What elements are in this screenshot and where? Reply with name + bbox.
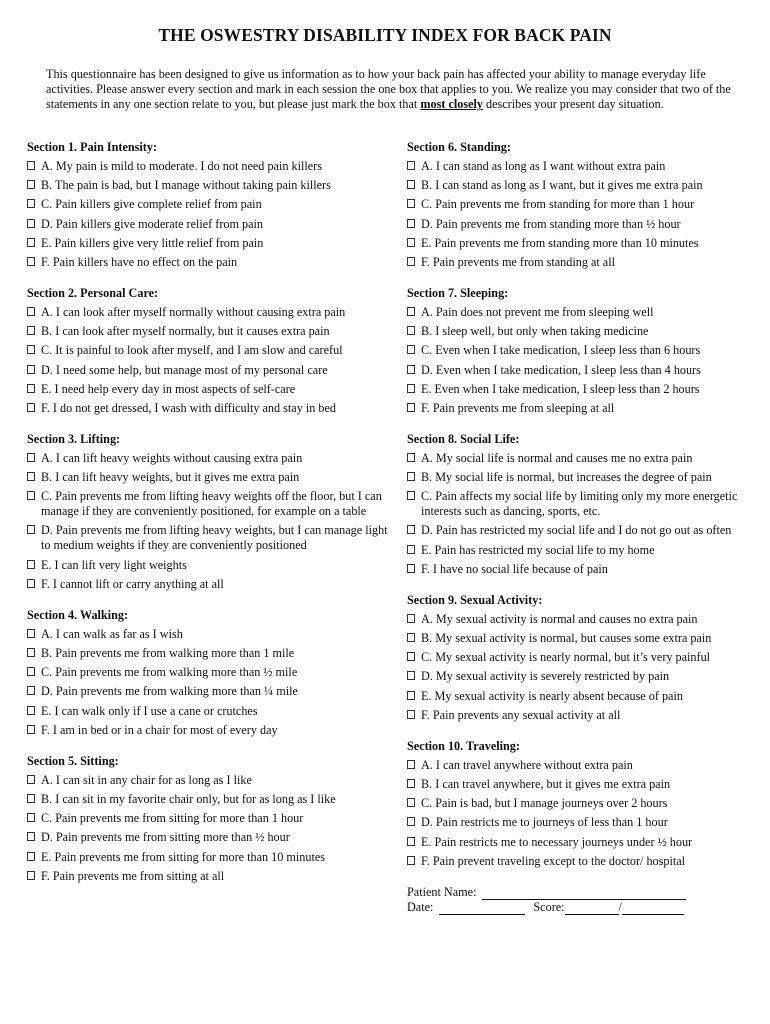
checkbox[interactable] xyxy=(27,629,35,638)
option-label: F. I have no social life because of pain xyxy=(421,561,608,576)
option-row[interactable] xyxy=(407,178,742,193)
date-field[interactable] xyxy=(439,903,525,915)
checkbox[interactable] xyxy=(407,564,415,573)
option-row[interactable] xyxy=(27,704,397,719)
checkbox[interactable] xyxy=(27,472,35,481)
option-row[interactable] xyxy=(27,627,397,642)
section-title: Section 3. Lifting: xyxy=(27,431,121,446)
option-label: E. I need help every day in most aspects of self-care xyxy=(41,381,296,396)
right-sections xyxy=(407,140,742,869)
option-label: E. Pain has restricted my social life to my home xyxy=(421,542,655,557)
option-label: C. My sexual activity is nearly normal, but it’s very painful xyxy=(421,650,711,665)
option-label: D. Pain restricts me to journeys of less than 1 hour xyxy=(421,815,668,830)
option-label: F. Pain prevents me from sitting at all xyxy=(41,868,225,883)
option-label: D. Pain has restricted my social life and I do not go out as often xyxy=(421,523,732,538)
checkbox[interactable] xyxy=(27,686,35,695)
option-label: F. I am in bed or in a chair for most of every day xyxy=(41,722,278,737)
section-title: Section 9. Sexual Activity: xyxy=(407,592,543,607)
option-row[interactable] xyxy=(27,178,397,193)
option-row[interactable] xyxy=(27,850,397,865)
option-label: E. Pain prevents me from standing more than 10 minutes xyxy=(421,235,699,250)
option-row[interactable] xyxy=(27,811,397,826)
option-label: E. I can lift very light weights xyxy=(41,557,187,572)
checkbox[interactable] xyxy=(27,365,35,374)
checkbox[interactable] xyxy=(407,238,415,247)
option-row[interactable] xyxy=(407,451,742,466)
checkbox[interactable] xyxy=(27,794,35,803)
checkbox[interactable] xyxy=(27,403,35,412)
checkbox[interactable] xyxy=(407,161,415,170)
left-column xyxy=(27,140,397,900)
checkbox[interactable] xyxy=(27,161,35,170)
date-label: Date: xyxy=(407,899,434,914)
option-label: E. I can walk only if I use a cane or crutches xyxy=(41,703,258,718)
option-label: B. I sleep well, but only when taking medicine xyxy=(421,324,649,339)
option-label: A. My social life is normal and causes me no extra pain xyxy=(421,450,693,465)
option-row[interactable] xyxy=(407,159,742,174)
checkbox[interactable] xyxy=(27,453,35,462)
option-row[interactable] xyxy=(407,523,742,538)
option-label: A. I can look after myself normally without causing extra pain xyxy=(41,304,346,319)
checkbox[interactable] xyxy=(27,560,35,569)
checkbox[interactable] xyxy=(27,238,35,247)
intro-emphasis: most closely xyxy=(420,97,483,112)
option-label: B. My sexual activity is normal, but causes some extra pain xyxy=(421,631,712,645)
checkbox[interactable] xyxy=(407,837,415,846)
option-label: C. Even when I take medication, I sleep less than 6 hours xyxy=(421,343,701,358)
option-row[interactable] xyxy=(27,363,397,378)
section-title: Section 1. Pain Intensity: xyxy=(27,140,158,154)
checkbox[interactable] xyxy=(407,545,415,554)
option-label: F. Pain killers have no effect on the pain xyxy=(41,254,238,269)
option-label: B. My social life is normal, but increases the degree of pain xyxy=(421,470,712,485)
option-label: A. My pain is mild to moderate. I do not need pain killers xyxy=(41,159,322,173)
option-label: B. The pain is bad, but I manage without taking pain killers xyxy=(41,178,331,193)
checkbox[interactable] xyxy=(407,817,415,826)
option-row[interactable] xyxy=(407,562,742,577)
option-row[interactable] xyxy=(407,236,742,251)
patient-name-label: Patient Name: xyxy=(407,884,477,899)
option-row[interactable] xyxy=(407,708,742,723)
patient-name-row xyxy=(407,885,742,900)
option-row[interactable] xyxy=(27,401,397,416)
option-row[interactable] xyxy=(27,684,397,699)
section xyxy=(407,432,742,577)
section-title: Section 4. Walking: xyxy=(27,607,129,622)
checkbox[interactable] xyxy=(27,345,35,354)
option-row[interactable] xyxy=(27,451,397,466)
option-row[interactable] xyxy=(27,558,397,573)
option-label: A. I can travel anywhere without extra pain xyxy=(421,757,633,772)
checkbox[interactable] xyxy=(407,257,415,266)
option-label: E. Even when I take medication, I sleep less than 2 hours xyxy=(421,381,700,396)
right-column xyxy=(407,140,742,915)
option-label: B. Pain prevents me from walking more than 1 mile xyxy=(41,646,295,660)
option-row[interactable] xyxy=(407,363,742,378)
option-row[interactable] xyxy=(407,612,742,627)
option-label: C. Pain killers give complete relief from pain xyxy=(41,197,262,212)
date-score-row xyxy=(407,900,742,915)
option-row[interactable] xyxy=(407,650,742,665)
checkbox[interactable] xyxy=(407,219,415,228)
checkbox[interactable] xyxy=(27,648,35,657)
option-label: D. Even when I take medication, I sleep less than 4 hours xyxy=(421,362,701,377)
checkbox[interactable] xyxy=(407,798,415,807)
option-label: F. Pain prevents me from sleeping at all xyxy=(421,400,615,415)
checkbox[interactable] xyxy=(407,491,415,500)
checkbox[interactable] xyxy=(407,525,415,534)
option-row[interactable] xyxy=(27,217,397,232)
option-label: B. I can look after myself normally, but it causes extra pain xyxy=(41,324,330,339)
option-label: E. Pain restricts me to necessary journeys under ½ hour xyxy=(421,834,693,849)
option-row[interactable] xyxy=(27,523,397,553)
option-label: A. I can stand as long as I want without extra pain xyxy=(421,159,666,173)
checkbox[interactable] xyxy=(27,257,35,266)
option-row[interactable] xyxy=(407,669,742,684)
checkbox[interactable] xyxy=(27,871,35,880)
section xyxy=(27,140,397,270)
option-row[interactable] xyxy=(27,723,397,738)
intro-paragraph xyxy=(46,67,736,113)
option-row[interactable] xyxy=(27,305,397,320)
option-row[interactable] xyxy=(407,401,742,416)
section xyxy=(27,432,397,592)
option-row[interactable] xyxy=(407,343,742,358)
checkbox[interactable] xyxy=(407,671,415,680)
section xyxy=(407,286,742,416)
checkbox[interactable] xyxy=(27,525,35,534)
intro-text: This questionnaire has been designed to give us information as to how your back pain has affected your ability to manage everyday life activities. Please answer every section and mark in each session the one box that applies to you. We realize you may consider that two of the statements in any one section relate to you, but please just mark the box that xyxy=(46,67,731,112)
option-label: E. Pain prevents me from sitting for more than 10 minutes xyxy=(41,849,325,864)
option-label: D. Pain prevents me from sitting more than ½ hour xyxy=(41,830,290,845)
checkbox[interactable] xyxy=(407,760,415,769)
score-label: Score: xyxy=(533,899,565,914)
checkbox[interactable] xyxy=(27,579,35,588)
page-title: THE OSWESTRY DISABILITY INDEX FOR BACK PAIN xyxy=(158,25,612,45)
checkbox[interactable] xyxy=(27,775,35,784)
option-label: C. Pain prevents me from walking more than ½ mile xyxy=(41,665,298,680)
checkbox[interactable] xyxy=(407,180,415,189)
section-title: Section 7. Sleeping: xyxy=(407,285,509,300)
option-row[interactable] xyxy=(27,830,397,845)
checkbox[interactable] xyxy=(407,403,415,412)
option-row[interactable] xyxy=(27,773,397,788)
option-row[interactable] xyxy=(27,236,397,251)
option-label: C. Pain prevents me from lifting heavy weights off the floor, but I can manage if they are conveniently positioned, for example on a table xyxy=(41,489,382,519)
option-label: A. I can walk as far as I wish xyxy=(41,626,183,641)
option-label: F. I cannot lift or carry anything at all xyxy=(41,576,224,591)
section xyxy=(407,739,742,869)
option-row[interactable] xyxy=(407,777,742,792)
option-label: C. Pain is bad, but I manage journeys over 2 hours xyxy=(421,796,668,811)
checkbox[interactable] xyxy=(407,453,415,462)
checkbox[interactable] xyxy=(27,667,35,676)
option-row[interactable] xyxy=(407,470,742,485)
option-label: E. Pain killers give very little relief from pain xyxy=(41,235,264,250)
option-row[interactable] xyxy=(27,470,397,485)
checkbox[interactable] xyxy=(27,813,35,822)
checkbox[interactable] xyxy=(407,365,415,374)
checkbox[interactable] xyxy=(407,779,415,788)
option-label: A. I can sit in any chair for as long as I like xyxy=(41,772,252,787)
score-field[interactable] xyxy=(565,903,619,915)
option-label: B. I can travel anywhere, but it gives me extra pain xyxy=(421,776,671,791)
checkbox[interactable] xyxy=(27,219,35,228)
option-label: D. Pain prevents me from walking more than ¼ mile xyxy=(41,684,298,699)
option-row[interactable] xyxy=(27,489,397,519)
checkbox[interactable] xyxy=(407,614,415,623)
checkbox[interactable] xyxy=(27,180,35,189)
score-separator: / xyxy=(618,899,622,914)
score-max-field[interactable] xyxy=(622,903,684,915)
option-row[interactable] xyxy=(27,343,397,358)
option-label: B. I can sit in my favorite chair only, but for as long as I like xyxy=(41,791,336,806)
checkbox[interactable] xyxy=(407,691,415,700)
option-label: A. I can lift heavy weights without causing extra pain xyxy=(41,450,303,465)
option-label: D. My sexual activity is severely restricted by pain xyxy=(421,669,670,684)
section xyxy=(27,754,397,884)
option-row[interactable] xyxy=(407,217,742,232)
option-row[interactable] xyxy=(407,835,742,850)
checkbox[interactable] xyxy=(27,307,35,316)
option-row[interactable] xyxy=(27,577,397,592)
option-row[interactable] xyxy=(407,382,742,397)
option-label: C. Pain prevents me from standing for more than 1 hour xyxy=(421,197,695,212)
checkbox[interactable] xyxy=(407,199,415,208)
checkbox[interactable] xyxy=(27,706,35,715)
option-label: C. Pain prevents me from sitting for more than 1 hour xyxy=(41,811,304,826)
checkbox[interactable] xyxy=(407,307,415,316)
option-row[interactable] xyxy=(27,792,397,807)
option-row[interactable] xyxy=(27,382,397,397)
option-row[interactable] xyxy=(27,869,397,884)
checkbox[interactable] xyxy=(27,326,35,335)
option-row[interactable] xyxy=(407,758,742,773)
option-row[interactable] xyxy=(407,255,742,270)
checkbox[interactable] xyxy=(407,633,415,642)
section xyxy=(27,608,397,738)
checkbox[interactable] xyxy=(27,852,35,861)
option-row[interactable] xyxy=(407,324,742,339)
checkbox[interactable] xyxy=(27,832,35,841)
checkbox[interactable] xyxy=(27,491,35,500)
option-row[interactable] xyxy=(27,255,397,270)
option-label: E. My sexual activity is nearly absent because of pain xyxy=(421,688,683,703)
option-label: D. Pain killers give moderate relief from pain xyxy=(41,216,264,231)
option-label: A. Pain does not prevent me from sleeping well xyxy=(421,304,654,319)
checkbox[interactable] xyxy=(407,326,415,335)
checkbox[interactable] xyxy=(407,472,415,481)
patient-info xyxy=(407,885,742,915)
option-label: F. Pain prevents any sexual activity at all xyxy=(421,707,621,722)
option-label: C. Pain affects my social life by limiting only my more energetic interests such as dancing, sports, etc. xyxy=(421,489,738,519)
option-row[interactable] xyxy=(407,815,742,830)
checkbox[interactable] xyxy=(407,710,415,719)
option-row[interactable] xyxy=(407,305,742,320)
option-row[interactable] xyxy=(407,854,742,869)
option-row[interactable] xyxy=(27,646,397,661)
option-label: B. I can lift heavy weights, but it gives me extra pain xyxy=(41,470,300,485)
option-label: F. Pain prevents me from standing at all xyxy=(421,254,615,269)
intro-text-end: describes your present day situation. xyxy=(482,97,664,112)
checkbox[interactable] xyxy=(407,345,415,354)
option-row[interactable] xyxy=(407,796,742,811)
option-row[interactable] xyxy=(27,665,397,680)
option-row[interactable] xyxy=(407,689,742,704)
option-row[interactable] xyxy=(407,543,742,558)
option-label: D. I need some help, but manage most of my personal care xyxy=(41,362,328,377)
checkbox[interactable] xyxy=(27,384,35,393)
section-title: Section 10. Traveling: xyxy=(407,738,520,753)
option-row[interactable] xyxy=(27,197,397,212)
option-label: C. It is painful to look after myself, and I am slow and careful xyxy=(41,343,343,358)
option-row[interactable] xyxy=(27,159,397,174)
option-label: F. Pain prevent traveling except to the doctor/ hospital xyxy=(421,853,686,868)
section-title: Section 5. Sitting: xyxy=(27,753,119,768)
option-label: A. My sexual activity is normal and causes no extra pain xyxy=(421,611,698,626)
section-title: Section 8. Social Life: xyxy=(407,431,520,446)
section xyxy=(407,140,742,270)
checkbox[interactable] xyxy=(27,725,35,734)
patient-name-field[interactable] xyxy=(482,888,686,900)
option-label: B. I can stand as long as I want, but it gives me extra pain xyxy=(421,178,703,193)
checkbox[interactable] xyxy=(27,199,35,208)
option-label: F. I do not get dressed, I wash with difficulty and stay in bed xyxy=(41,400,336,415)
checkbox[interactable] xyxy=(407,652,415,661)
option-row[interactable] xyxy=(407,489,742,519)
option-row[interactable] xyxy=(27,324,397,339)
option-label: D. Pain prevents me from lifting heavy weights, but I can manage light to medium weights if they are conveniently positioned xyxy=(41,523,388,553)
checkbox[interactable] xyxy=(407,856,415,865)
section xyxy=(27,286,397,416)
section-title: Section 2. Personal Care: xyxy=(27,285,159,300)
section xyxy=(407,593,742,723)
section-title: Section 6. Standing: xyxy=(407,140,511,154)
option-row[interactable] xyxy=(407,631,742,646)
option-row[interactable] xyxy=(407,197,742,212)
checkbox[interactable] xyxy=(407,384,415,393)
option-label: D. Pain prevents me from standing more than ½ hour xyxy=(421,216,681,231)
